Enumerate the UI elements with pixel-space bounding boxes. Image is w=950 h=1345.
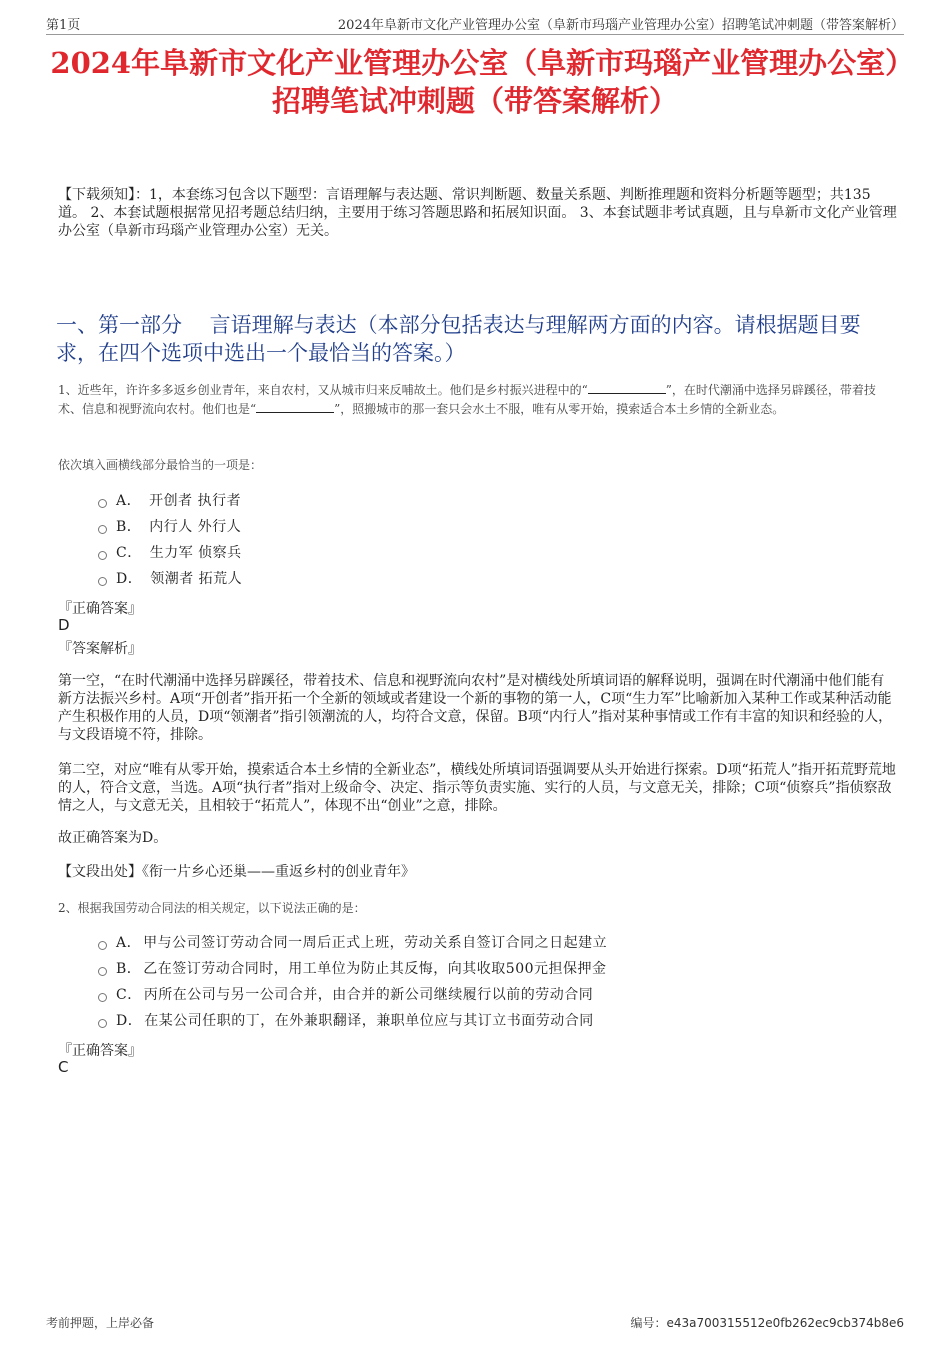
q1-analysis-label: 『答案解析』	[58, 641, 142, 657]
radio-icon[interactable]	[98, 577, 107, 586]
q1-option-d[interactable]	[98, 570, 242, 588]
fill-blank-1	[588, 381, 666, 394]
radio-icon[interactable]	[98, 993, 107, 1002]
footer-slogan: 考前押题，上岸必备	[46, 1316, 155, 1330]
option-label: C．	[116, 545, 142, 561]
q2-answer: C	[58, 1058, 69, 1076]
q2-answer-label: 『正确答案』	[58, 1043, 142, 1059]
radio-icon[interactable]	[98, 941, 107, 950]
option-label: D．	[116, 571, 143, 587]
option-label: A．	[116, 935, 142, 951]
download-notice: 【下载须知】：1，本套练习包含以下题型：言语理解与表达题、常识判断题、数量关系题、判断推理题和资料分析题等题型；共135道。 2、本套试题根据常见招考题总结归纳，主要用于练习答题思路和拓展知识面。 3、本套试题非考试真题，且与阜新市文化产业管理办公室（阜新市玛瑙产业管理办公室）无关。	[58, 187, 897, 239]
option-text: 甲与公司签订劳动合同一周后正式上班，劳动关系自签订合同之日起建立	[143, 935, 608, 951]
q1-analysis-paragraph-2: 第二空，对应“唯有从零开始，摸索适合本土乡情的全新业态”，横线处所填词语强调要从头开始进行探索。D项“拓荒人”指开拓荒野荒地的人，符合文意，当选。A项“执行者”指对上级命令、决定、指示等负责实施、实行的人员，与文意无关，排除；C项“侦察兵”指侦察敌情之人，与文意无关，且相较于“拓荒人”，体现不出“创业”之意，排除。	[58, 762, 896, 814]
radio-icon[interactable]	[98, 551, 107, 560]
option-label: B．	[116, 519, 142, 535]
radio-icon[interactable]	[98, 967, 107, 976]
page-number: 第1页	[46, 18, 81, 33]
option-label: C．	[116, 987, 142, 1003]
header-divider	[46, 34, 904, 35]
header-doc-title: 2024年阜新市文化产业管理办公室（阜新市玛瑙产业管理办公室）招聘笔试冲刺题（带答案解析）	[337, 18, 904, 33]
section-heading: 一、第一部分 言语理解与表达（本部分包括表达与理解两方面的内容。请根据题目要求，在四个选项中选出一个最恰当的答案。）	[56, 313, 861, 365]
radio-icon[interactable]	[98, 499, 107, 508]
option-text: 乙在签订劳动合同时，用工单位为防止其反悔，向其收取500元担保押金	[143, 961, 607, 977]
footer-code	[630, 1314, 904, 1331]
q2-option-b[interactable]	[98, 960, 607, 978]
q1-answer-label: 『正确答案』	[58, 601, 142, 617]
q1-source: 【文段出处】《衔一片乡心还巢——重返乡村的创业青年》	[58, 864, 415, 880]
question-1-text-part-c: ”，照搬城市的那一套只会水土不服，唯有从零开始，摸索适合本土乡情的全新业态。	[334, 402, 785, 416]
q1-answer: D	[58, 616, 70, 634]
footer-code-value: e43a700315512e0fb262ec9cb374b8e6	[666, 1316, 904, 1330]
radio-icon[interactable]	[98, 525, 107, 534]
option-text: 内行人 外行人	[149, 519, 242, 535]
question-1-text-part-b: ”，在时代潮涌中选择另辟蹊径，带着技术、信息和视野流向农村。他们也是“	[58, 383, 876, 416]
option-text: 丙所在公司与另一公司合并，由合并的新公司继续履行以前的劳动合同	[143, 987, 594, 1003]
radio-icon[interactable]	[98, 1019, 107, 1028]
question-1-text-part-a: 1、近些年，许许多多返乡创业青年，来自农村，又从城市归来反哺故土。他们是乡村振兴进程中的“	[58, 383, 588, 397]
q2-option-a[interactable]	[98, 934, 607, 952]
q1-conclusion: 故正确答案为D。	[58, 830, 168, 846]
page-title: 2024年阜新市文化产业管理办公室（阜新市玛瑙产业管理办公室）招聘笔试冲刺题（带答案解析）	[50, 46, 900, 118]
q1-option-b[interactable]	[98, 518, 241, 536]
q2-option-c[interactable]	[98, 986, 593, 1004]
option-text: 在某公司任职的丁，在外兼职翻译，兼职单位应与其订立书面劳动合同	[144, 1013, 594, 1029]
option-text: 生力军 侦察兵	[149, 545, 242, 561]
option-label: A．	[116, 493, 142, 509]
option-text: 领潮者 拓荒人	[150, 571, 243, 587]
q1-analysis-paragraph-1: 第一空，“在时代潮涌中选择另辟蹊径，带着技术、信息和视野流向农村”是对横线处所填词语的解释说明，强调在时代潮涌中他们能有新方法振兴乡村。A项“开创者”指开拓一个全新的领域或者建设一个新的事物的第一人，C项“生力军”比喻新加入某种工作或某种活动能产生积极作用的人员，D项“领潮者”指引领潮流的人，均符合文意，保留。B项“内行人”指对某种事情或工作有丰富的知识和经验的人，与文段语境不符，排除。	[58, 673, 893, 743]
question-1-prompt: 依次填入画横线部分最恰当的一项是：	[58, 458, 263, 472]
option-label: B．	[116, 961, 142, 977]
q1-option-a[interactable]	[98, 492, 241, 510]
question-2-text: 2、根据我国劳动合同法的相关规定，以下说法正确的是：	[58, 901, 366, 915]
q1-option-c[interactable]	[98, 544, 242, 562]
q2-option-d[interactable]	[98, 1012, 594, 1030]
footer-code-label: 编号：	[630, 1316, 667, 1330]
option-text: 开创者 执行者	[149, 493, 242, 509]
option-label: D．	[116, 1013, 143, 1029]
fill-blank-2	[256, 400, 334, 413]
question-1-text	[58, 381, 898, 419]
